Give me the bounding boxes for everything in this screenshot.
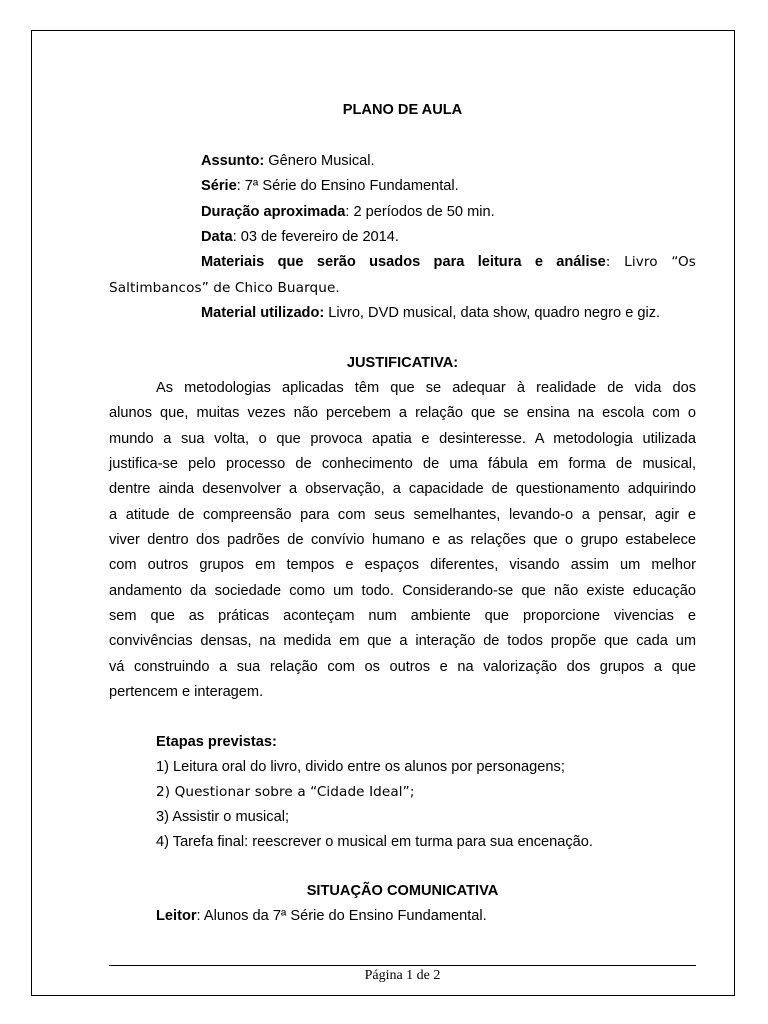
leitor-value: : Alunos da 7ª Série do Ensino Fundamental.: [196, 908, 487, 924]
paragraph-line: convivências densas, na medida em que a interação de todos propõe que cada um: [109, 633, 696, 649]
data-line: [201, 229, 399, 245]
justificativa-heading: JUSTIFICATIVA:: [346, 355, 459, 371]
materiais-line-2: Saltimbancos” de Chico Buarque.: [109, 280, 340, 296]
paragraph-line: sem que as práticas aconteçam num ambiente que proporcione vivencias e: [109, 608, 696, 624]
assunto-line: [201, 153, 375, 169]
etapa-item: 4) Tarefa final: reescrever o musical em turma para sua encenação.: [156, 834, 593, 850]
paragraph-line: justifica-se pelo processo de conhecimento de uma fábula em forma de musical,: [109, 456, 696, 472]
etapas-heading: Etapas previstas:: [156, 734, 277, 750]
assunto-value: Gênero Musical.: [264, 153, 375, 169]
assunto-label: Assunto:: [201, 153, 265, 169]
leitor-label: Leitor: [156, 908, 197, 924]
paragraph-line: dentre ainda desenvolver a observação, a capacidade de questionamento adquirindo: [109, 481, 696, 497]
etapa-item: 1) Leitura oral do livro, divido entre os alunos por personagens;: [156, 759, 565, 775]
material-utilizado-line: [201, 305, 660, 321]
footer-rule: [109, 965, 696, 966]
material-utilizado-label: Material utilizado:: [201, 305, 325, 321]
paragraph-line: vá construindo a sua relação com os outros e na valorização dos grupos a que: [109, 659, 696, 675]
data-label: Data: [201, 229, 233, 245]
materiais-line-1: [109, 254, 696, 270]
paragraph-line: pertencem e interagem.: [109, 684, 264, 700]
duracao-line: [201, 204, 495, 220]
paragraph-line: andamento da sociedade como um todo. Considerando-se que não existe educação: [109, 583, 696, 599]
paragraph-line: alunos que, muitas vezes não percebem a relação que se ensina na escola com o: [109, 405, 696, 421]
etapa-item: 3) Assistir o musical;: [156, 809, 289, 825]
paragraph-line: a atitude de compreensão para com seus semelhantes, levando-o a pensar, agir e: [109, 507, 696, 523]
paragraph-line: As metodologias aplicadas têm que se adequar à realidade de vida dos: [156, 380, 696, 396]
serie-line: [201, 178, 459, 194]
page-number: Página 1 de 2: [364, 968, 441, 983]
paragraph-line: viver dentro dos padrões de convívio humano e as relações que o grupo estabelece: [109, 532, 696, 548]
materiais-value-1: : Livro “Os: [605, 254, 696, 270]
material-utilizado-value: Livro, DVD musical, data show, quadro negro e giz.: [324, 305, 661, 321]
data-value: : 03 de fevereiro de 2014.: [232, 229, 399, 245]
materiais-label: Materiais que serão usados para leitura e análise: [201, 254, 606, 270]
paragraph-line: com outros grupos em tempos e espaços diferentes, visando assim um melhor: [109, 557, 696, 573]
page-title: PLANO DE AULA: [342, 102, 463, 118]
situacao-heading: SITUAÇÃO COMUNICATIVA: [306, 883, 499, 899]
duracao-value: : 2 períodos de 50 min.: [345, 204, 495, 220]
leitor-line: [156, 908, 487, 924]
etapa-item: 2) Questionar sobre a “Cidade Ideal”;: [156, 784, 415, 800]
serie-value: : 7ª Série do Ensino Fundamental.: [236, 178, 459, 194]
duracao-label: Duração aproximada: [201, 204, 346, 220]
serie-label: Série: [201, 178, 237, 194]
paragraph-line: mundo a sua volta, o que provoca apatia e desinteresse. A metodologia utilizada: [109, 431, 696, 447]
